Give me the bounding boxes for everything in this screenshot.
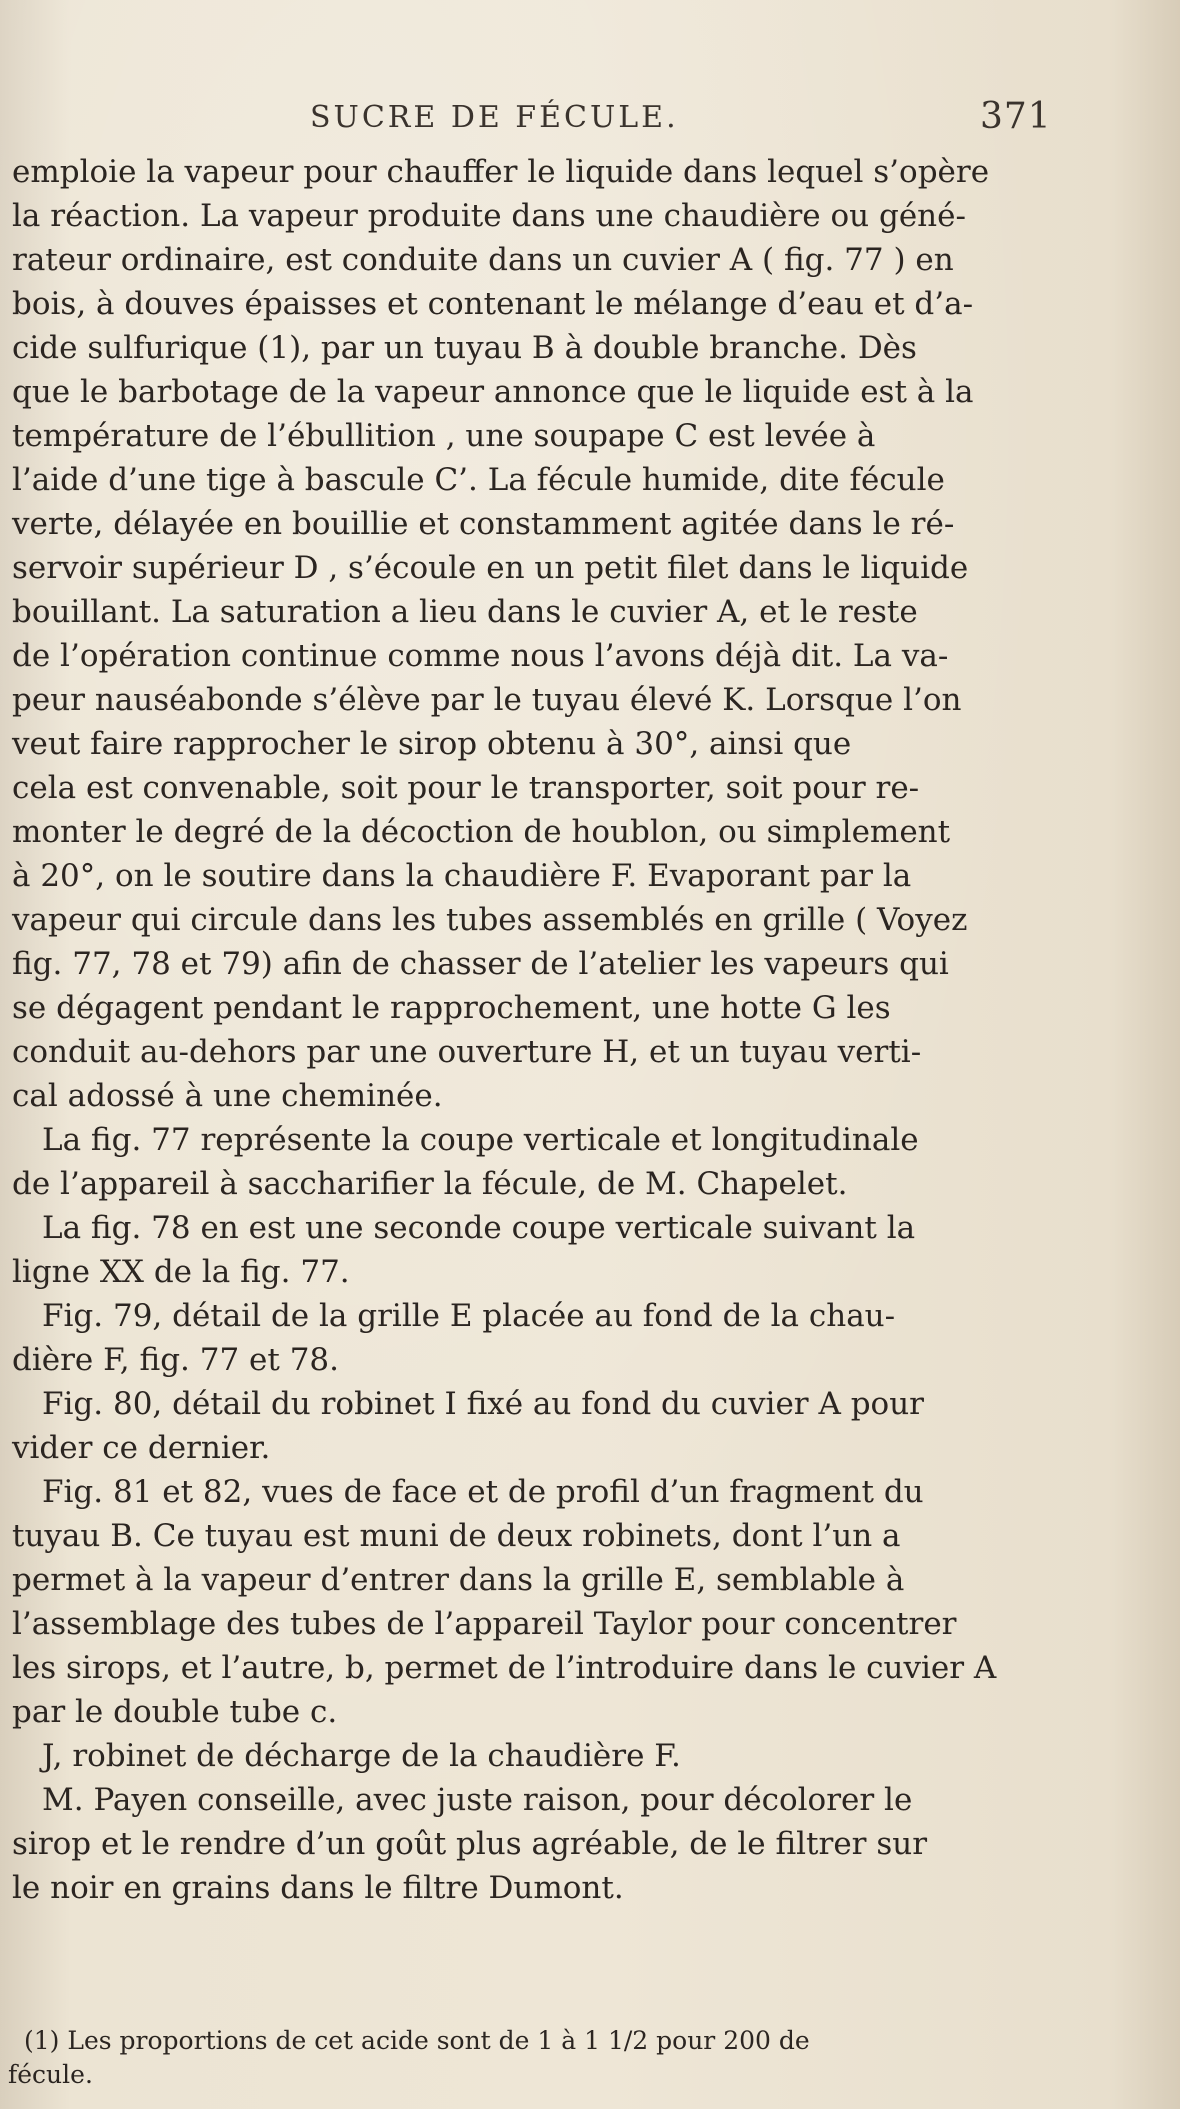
text-line: ligne XX de la fig. 77. xyxy=(12,1254,350,1290)
text-line: par le double tube c. xyxy=(12,1694,338,1730)
text-line: sirop et le rendre d’un goût plus agréable, de le filtrer sur xyxy=(12,1826,928,1862)
text-line: Fig. 80, détail du robinet I fixé au fond du cuvier A pour xyxy=(42,1386,925,1422)
text-line: vider ce dernier. xyxy=(12,1430,271,1466)
text-line: cal adossé à une cheminée. xyxy=(12,1078,443,1114)
text-line: la réaction. La vapeur produite dans une chaudière ou géné- xyxy=(12,198,966,234)
text-line: à 20°, on le soutire dans la chaudière F. Evaporant par la xyxy=(12,858,912,894)
text-line: verte, délayée en bouillie et constamment agitée dans le ré- xyxy=(12,506,955,542)
text-line: monter le degré de la décoction de houblon, ou simplement xyxy=(12,814,951,850)
page-number: 371 xyxy=(980,96,1052,137)
text-line: peur nauséabonde s’élève par le tuyau élevé K. Lorsque l’on xyxy=(12,682,962,718)
text-line: Fig. 81 et 82, vues de face et de profil d’un fragment du xyxy=(42,1474,924,1510)
text-line: bois, à douves épaisses et contenant le mélange d’eau et d’a- xyxy=(12,286,974,322)
page-header xyxy=(0,96,1180,140)
text-line: vapeur qui circule dans les tubes assemblés en grille ( Voyez xyxy=(12,902,968,938)
text-line: température de l’ébullition , une soupape C est levée à xyxy=(12,418,876,454)
text-line: cela est convenable, soit pour le transporter, soit pour re- xyxy=(12,770,920,806)
text-line: le noir en grains dans le filtre Dumont. xyxy=(12,1870,624,1906)
text-line: La fig. 78 en est une seconde coupe verticale suivant la xyxy=(42,1210,916,1246)
footnote-line: (1) Les proportions de cet acide sont de 1 à 1 1/2 pour 200 de xyxy=(24,2026,810,2055)
text-line: l’aide d’une tige à bascule C’. La fécule humide, dite fécule xyxy=(12,462,945,498)
text-line: que le barbotage de la vapeur annonce que le liquide est à la xyxy=(12,374,974,410)
text-line: tuyau B. Ce tuyau est muni de deux robinets, dont l’un a xyxy=(12,1518,901,1554)
running-head: SUCRE DE FÉCULE. xyxy=(310,100,679,135)
text-line: l’assemblage des tubes de l’appareil Taylor pour concentrer xyxy=(12,1606,957,1642)
text-line: conduit au-dehors par une ouverture H, et un tuyau verti- xyxy=(12,1034,922,1070)
text-line: cide sulfurique (1), par un tuyau B à double branche. Dès xyxy=(12,330,917,366)
text-line: emploie la vapeur pour chauffer le liquide dans lequel s’opère xyxy=(12,154,990,190)
text-line: J, robinet de décharge de la chaudière F. xyxy=(42,1738,681,1774)
text-line: les sirops, et l’autre, b, permet de l’introduire dans le cuvier A xyxy=(12,1650,997,1686)
text-line: servoir supérieur D , s’écoule en un petit filet dans le liquide xyxy=(12,550,969,586)
text-line: de l’opération continue comme nous l’avons déjà dit. La va- xyxy=(12,638,949,674)
text-line: dière F, fig. 77 et 78. xyxy=(12,1342,339,1378)
text-line: veut faire rapprocher le sirop obtenu à 30°, ainsi que xyxy=(12,726,852,762)
text-line: La fig. 77 représente la coupe verticale et longitudinale xyxy=(42,1122,919,1158)
text-line: rateur ordinaire, est conduite dans un cuvier A ( fig. 77 ) en xyxy=(12,242,954,278)
text-line: bouillant. La saturation a lieu dans le cuvier A, et le reste xyxy=(12,594,918,630)
text-line: permet à la vapeur d’entrer dans la grille E, semblable à xyxy=(12,1562,905,1598)
footnote-line: fécule. xyxy=(8,2060,93,2089)
text-line: se dégagent pendant le rapprochement, une hotte G les xyxy=(12,990,891,1026)
text-line: Fig. 79, détail de la grille E placée au fond de la chau- xyxy=(42,1298,896,1334)
text-line: de l’appareil à saccharifier la fécule, de M. Chapelet. xyxy=(12,1166,848,1202)
text-line: fig. 77, 78 et 79) afin de chasser de l’atelier les vapeurs qui xyxy=(12,946,949,982)
text-line: M. Payen conseille, avec juste raison, pour décolorer le xyxy=(42,1782,913,1818)
